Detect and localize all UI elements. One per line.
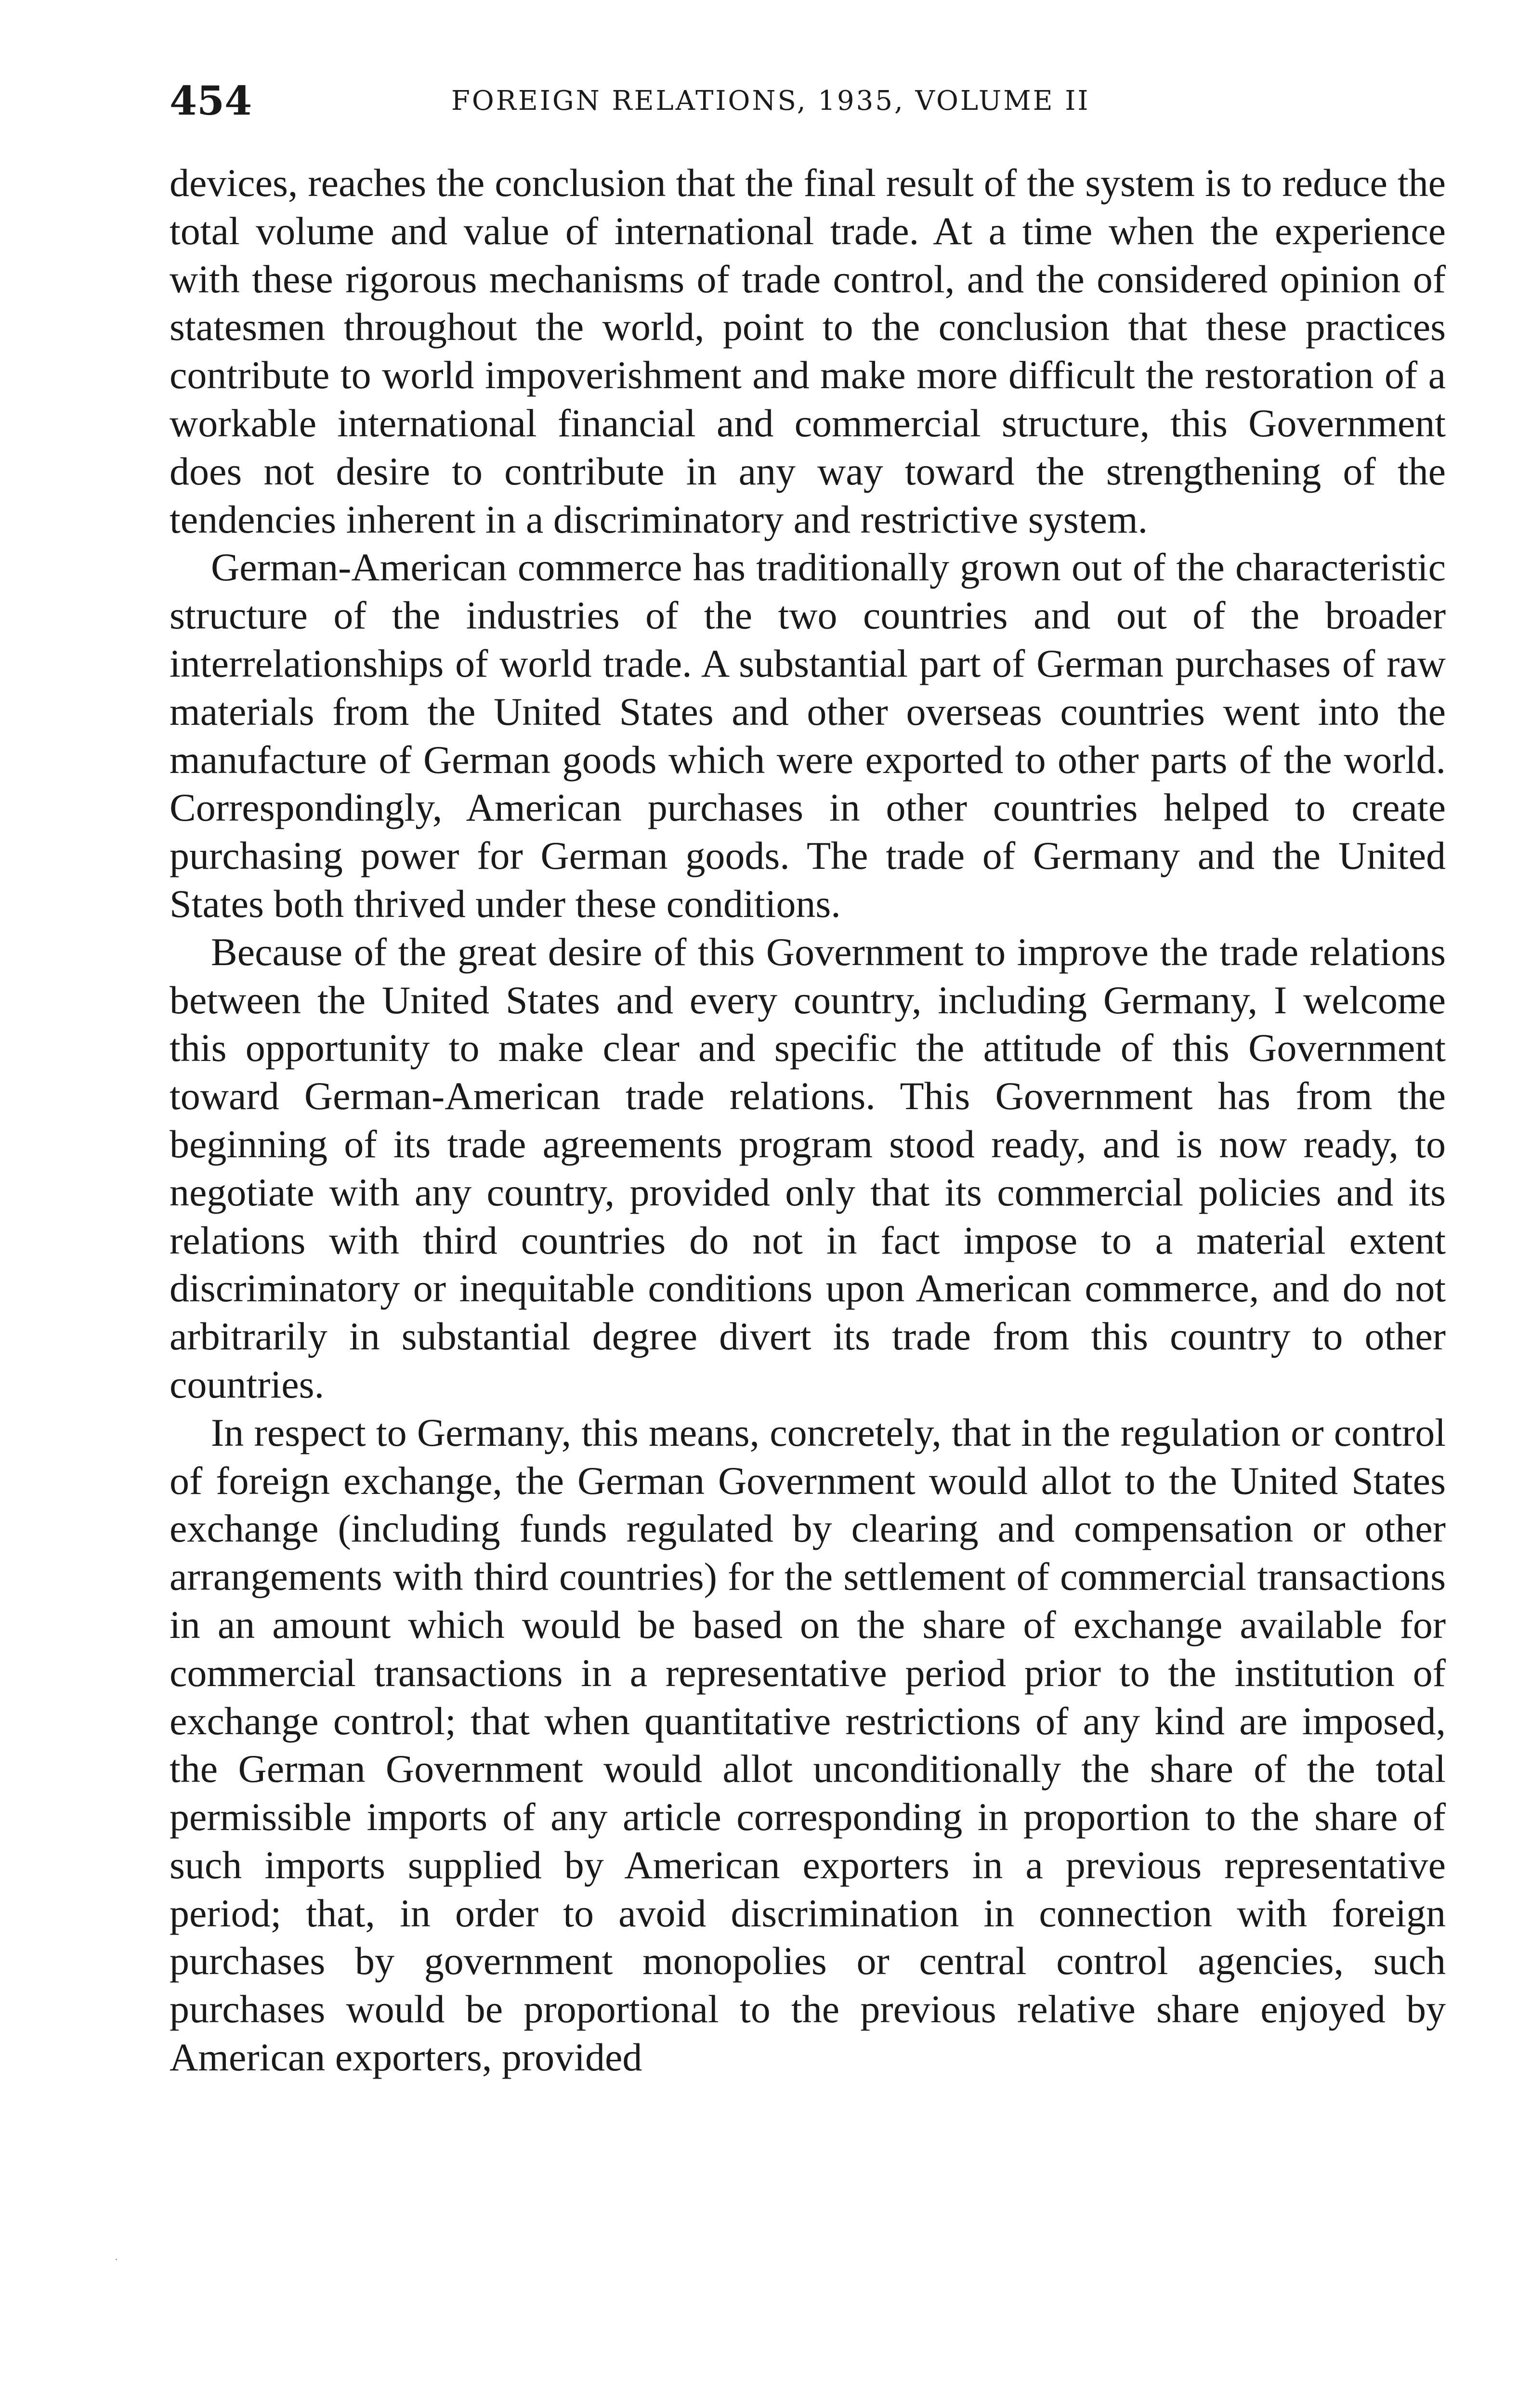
- paper-speck: [116, 2259, 117, 2260]
- paragraph: devices, reaches the conclusion that the final result of the system is to reduce the total volume and value of international trade. At a time when the experience with these rigorous mechanisms of trade control, and the considered opinion of statesmen throughout the world, point to the conclusion that these practices contribute to world impoverishment and make more difficult the restoration of a workable international financial and commercial structure, this Government does not desire to contribute in any way toward the strengthening of the tendencies inherent in a discriminatory and restrictive system.: [170, 161, 1446, 541]
- body-text: [170, 159, 1446, 2081]
- paragraph: Because of the great desire of this Government to improve the trade relations between the United States and every country, including Germany, I welcome this opportunity to make clear and specific the attitude of this Government toward German-American trade relations. This Government has from the beginning of its trade agreements program stood ready, and is now ready, to negotiate with any country, provided only that its commercial policies and its relations with third countries do not in fact impose to a material extent discriminatory or inequitable conditions upon American commerce, and do not arbitrarily in substantial degree divert its trade from this country to other countries.: [170, 929, 1446, 1406]
- paragraph: German-American commerce has traditionally grown out of the characteristic structure of the industries of the two countries and out of the broader interrelationships of world trade. A substantial part of German purchases of raw materials from the United States and other overseas countries went into the manufacture of German goods which were exported to other parts of the world. Correspondingly, American purchases in other countries helped to create purchasing power for German goods. The trade of Germany and the United States both thrived under these conditions.: [170, 545, 1446, 926]
- running-head: FOREIGN RELATIONS, 1935, VOLUME II: [451, 85, 1090, 117]
- page-number: 454: [170, 78, 252, 124]
- paragraph: In respect to Germany, this means, concretely, that in the regulation or control of foreign exchange, the German Government would allot to the United States exchange (including funds regulated by clearing and compensation or other arrangements with third countries) for the settlement of commercial transactions in an amount which would be based on the share of exchange available for commercial transactions in a representative period prior to the institution of exchange control; that when quantitative restrictions of any kind are imposed, the German Government would allot unconditionally the share of the total permissible imports of any article corresponding in proportion to the share of such imports supplied by American exporters in a previous representative period; that, in order to avoid discrimination in connection with foreign purchases by government monopolies or central control agencies, such purchases would be proportional to the previous relative share enjoyed by American exporters, provided: [170, 1410, 1446, 2080]
- page-header: [170, 72, 1446, 130]
